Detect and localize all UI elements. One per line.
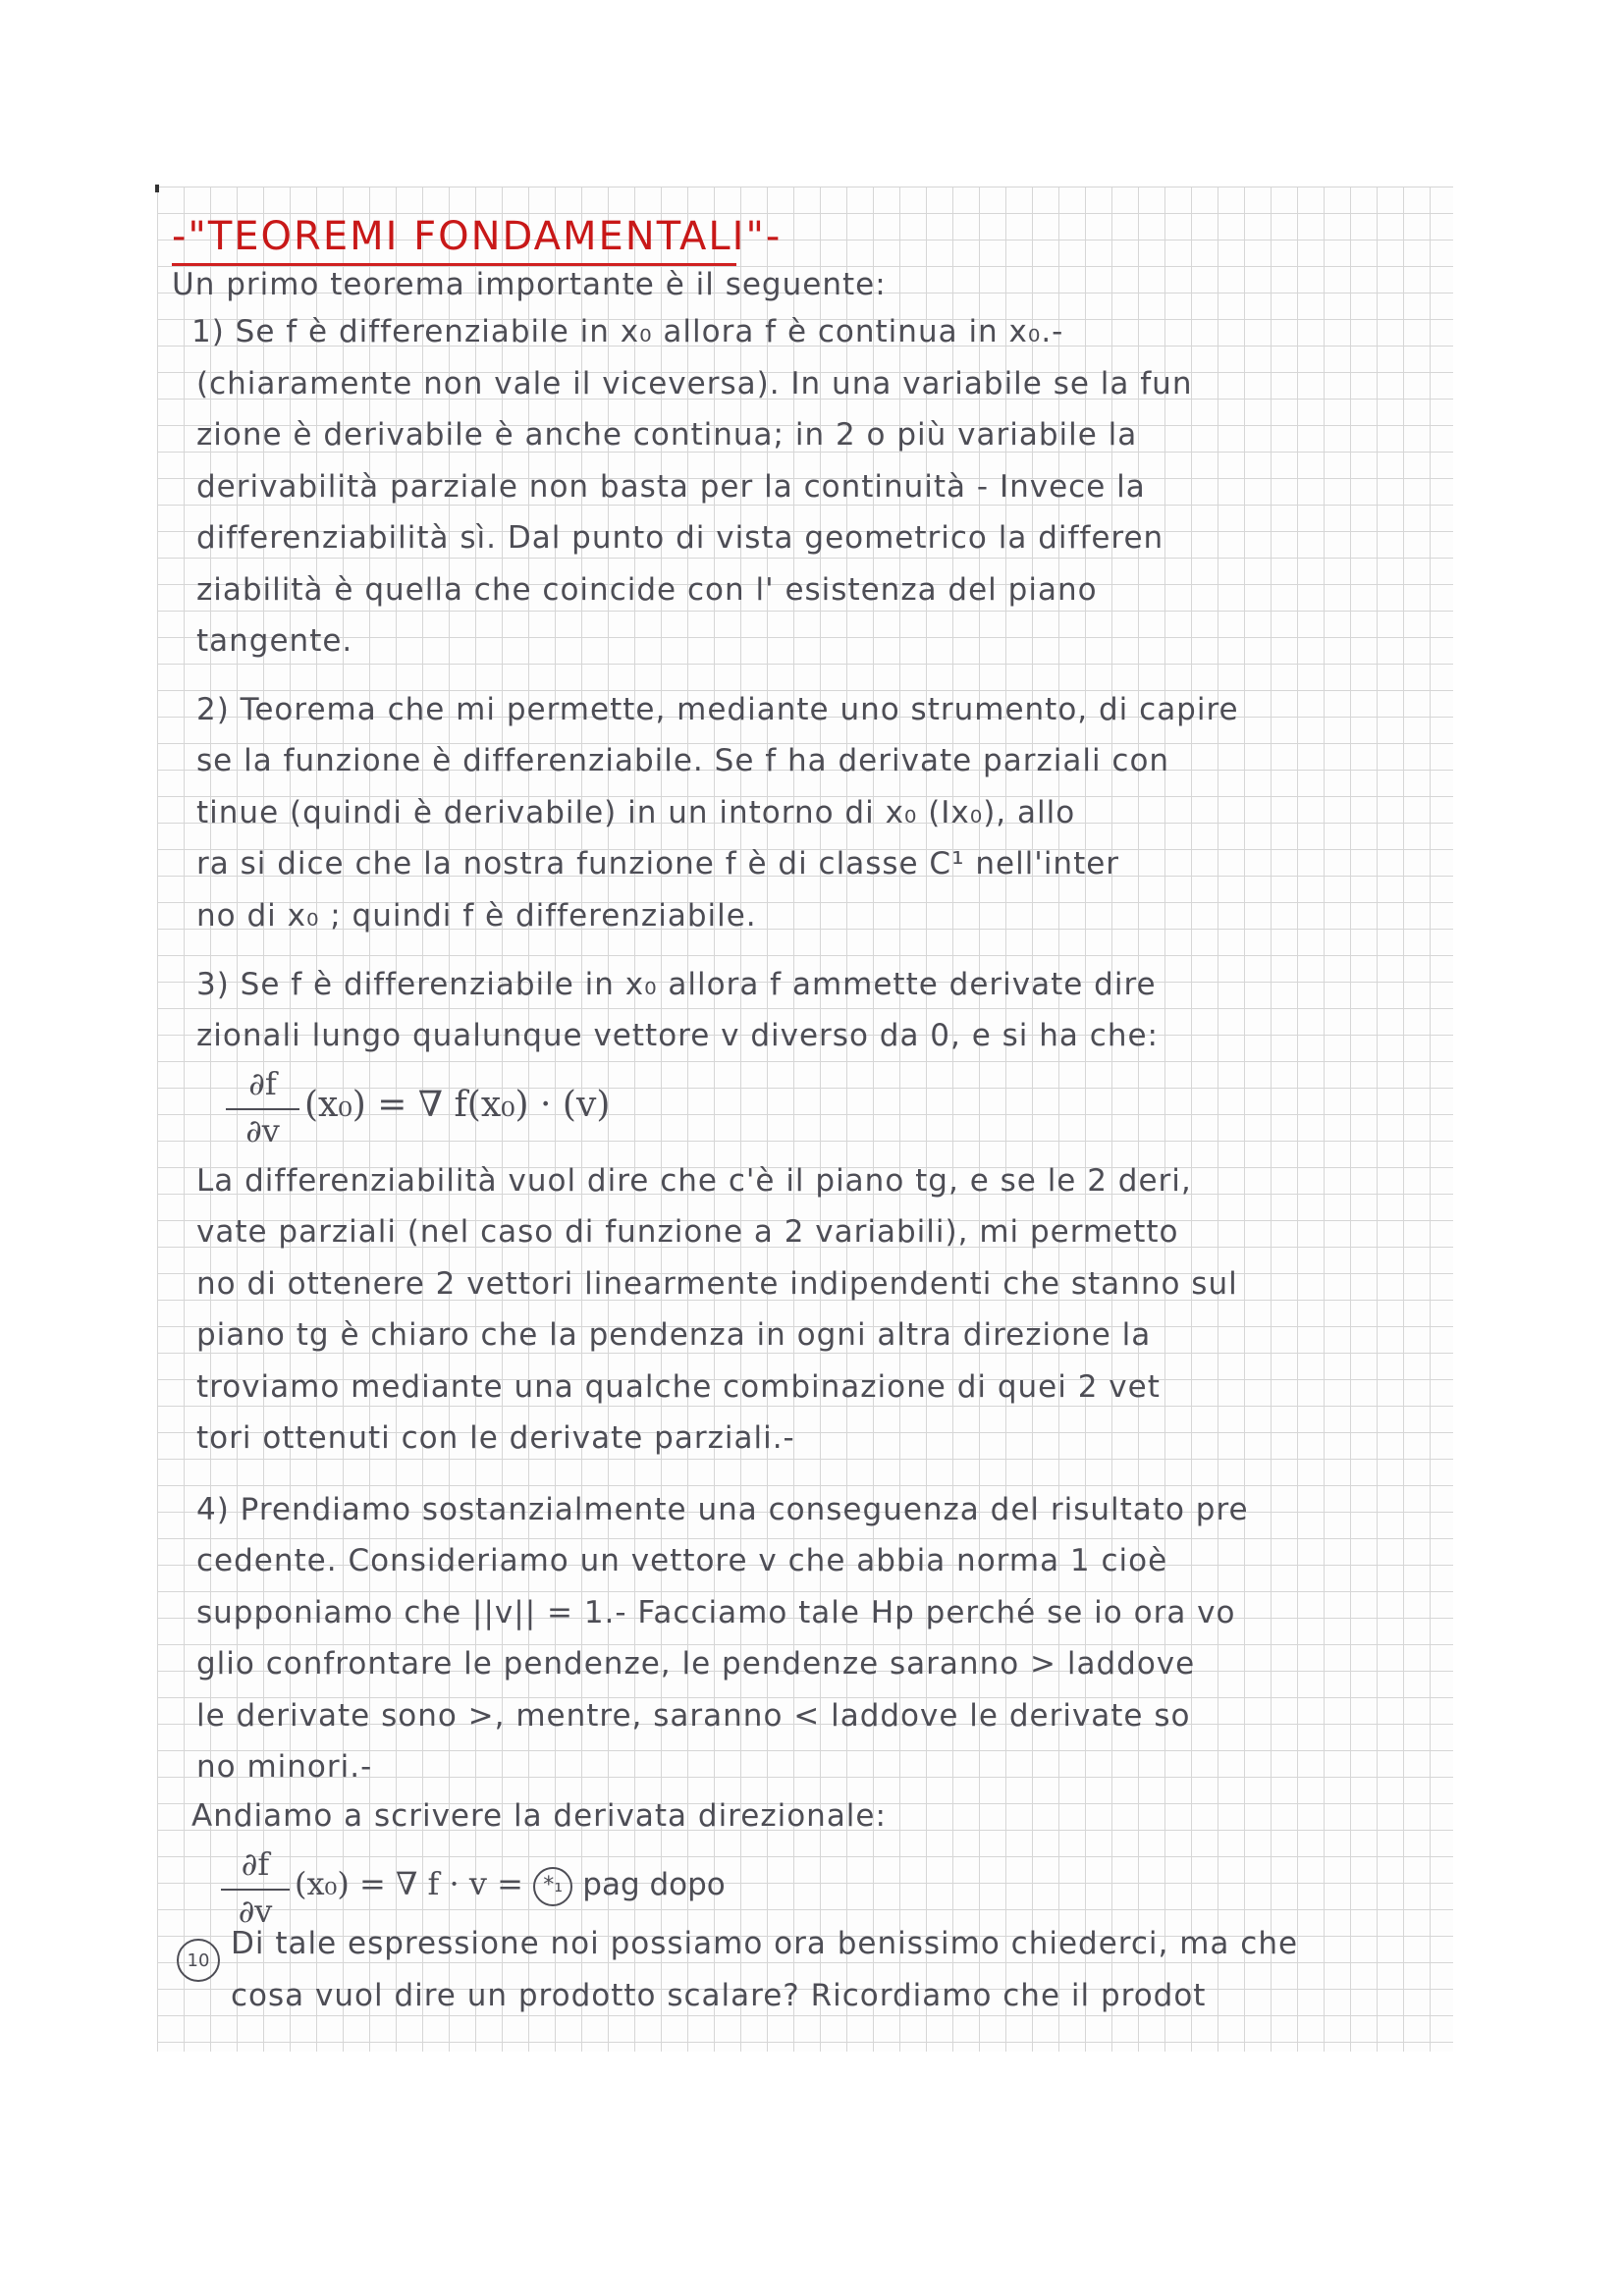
formula-1-fraction [226, 1065, 299, 1153]
text-line: le derivate sono >, mentre, saranno < laddove le derivate so [196, 1698, 1191, 1734]
text-line: derivabilità parziale non basta per la continuità - Invece la [196, 469, 1146, 505]
text-line: zione è derivabile è anche continua; in 2 o più variabile la [196, 417, 1138, 453]
text-line: cosa vuol dire un prodotto scalare? Ricordiamo che il prodot [231, 1978, 1207, 2013]
formula-2-rest: (x₀) = ∇ f · v = [295, 1865, 523, 1902]
text-line: vate parziali (nel caso di funzione a 2 variabili), mi permetto [196, 1214, 1179, 1250]
text-line: ra si dice che la nostra funzione f è di classe C¹ nell'inter [196, 846, 1120, 881]
text-line: 3) Se f è differenziabile in x₀ allora f ammette derivate dire [196, 967, 1157, 1002]
text-line: no minori.- [196, 1749, 373, 1785]
text-line: Un primo teorema importante è il seguente: [172, 267, 887, 302]
text-line: no di x₀ ; quindi f è differenziabile. [196, 898, 757, 934]
formula-2-numerator: ∂f [241, 1845, 270, 1883]
text-line: Andiamo a scrivere la derivata direzionale: [191, 1798, 887, 1834]
formula-1-denominator: ∂v [245, 1112, 280, 1149]
text-line: 4) Prendiamo sostanzialmente una conseguenza del risultato pre [196, 1492, 1249, 1527]
text-line: tori ottenuti con le derivate parziali.- [196, 1420, 795, 1456]
title-underline [172, 263, 736, 266]
text-line: zionali lungo qualunque vettore v diverso da 0, e si ha che: [196, 1018, 1159, 1053]
text-line: 2) Teorema che mi permette, mediante uno strumento, di capire [196, 692, 1239, 727]
text-line: tangente. [196, 623, 353, 659]
text-line: cedente. Consideriamo un vettore v che abbia norma 1 cioè [196, 1543, 1168, 1578]
formula-1-expression: (x₀) = ∇ f(x₀) · (v) [304, 1085, 611, 1125]
formula-2-expression [295, 1865, 726, 1906]
text-line: troviamo mediante una qualche combinazione di quei 2 vet [196, 1369, 1161, 1405]
text-line: differenziabilità sì. Dal punto di vista geometrico la differen [196, 520, 1164, 556]
text-line: ziabilità è quella che coincide con l' esistenza del piano [196, 572, 1098, 608]
text-line: 1) Se f è differenziabile in x₀ allora f è continua in x₀.- [191, 314, 1064, 349]
text-line: (chiaramente non vale il viceversa). In una variabile se la fun [196, 366, 1193, 401]
page-number-badge: 10 [177, 1939, 220, 1982]
text-line: piano tg è chiaro che la pendenza in ogni altra direzione la [196, 1317, 1152, 1353]
page-title: -"TEOREMI FONDAMENTALI"- [172, 214, 783, 259]
text-line: se la funzione è differenziabile. Se f ha derivate parziali con [196, 743, 1170, 778]
text-line: tinue (quindi è derivabile) in un intorno di x₀ (Ix₀), allo [196, 795, 1076, 830]
text-line: no di ottenere 2 vettori linearmente indipendenti che stanno sul [196, 1266, 1238, 1302]
fraction-bar [226, 1108, 299, 1110]
fraction-bar [221, 1889, 290, 1891]
formula-2-note: pag dopo [582, 1867, 726, 1902]
asterisk-marker-icon: *₁ [533, 1867, 572, 1906]
text-line: glio confrontare le pendenze, le pendenze saranno > laddove [196, 1646, 1196, 1682]
text-line: Di tale espressione noi possiamo ora benissimo chiederci, ma che [231, 1926, 1299, 1961]
text-line: supponiamo che ||v|| = 1.- Facciamo tale Hp perché se io ora vo [196, 1595, 1236, 1630]
formula-1-numerator: ∂f [248, 1065, 277, 1102]
margin-mark [155, 185, 159, 192]
formula-2-fraction [221, 1845, 290, 1934]
text-line: La differenziabilità vuol dire che c'è il piano tg, e se le 2 deri, [196, 1163, 1192, 1199]
formula-2-denominator: ∂v [238, 1893, 273, 1930]
